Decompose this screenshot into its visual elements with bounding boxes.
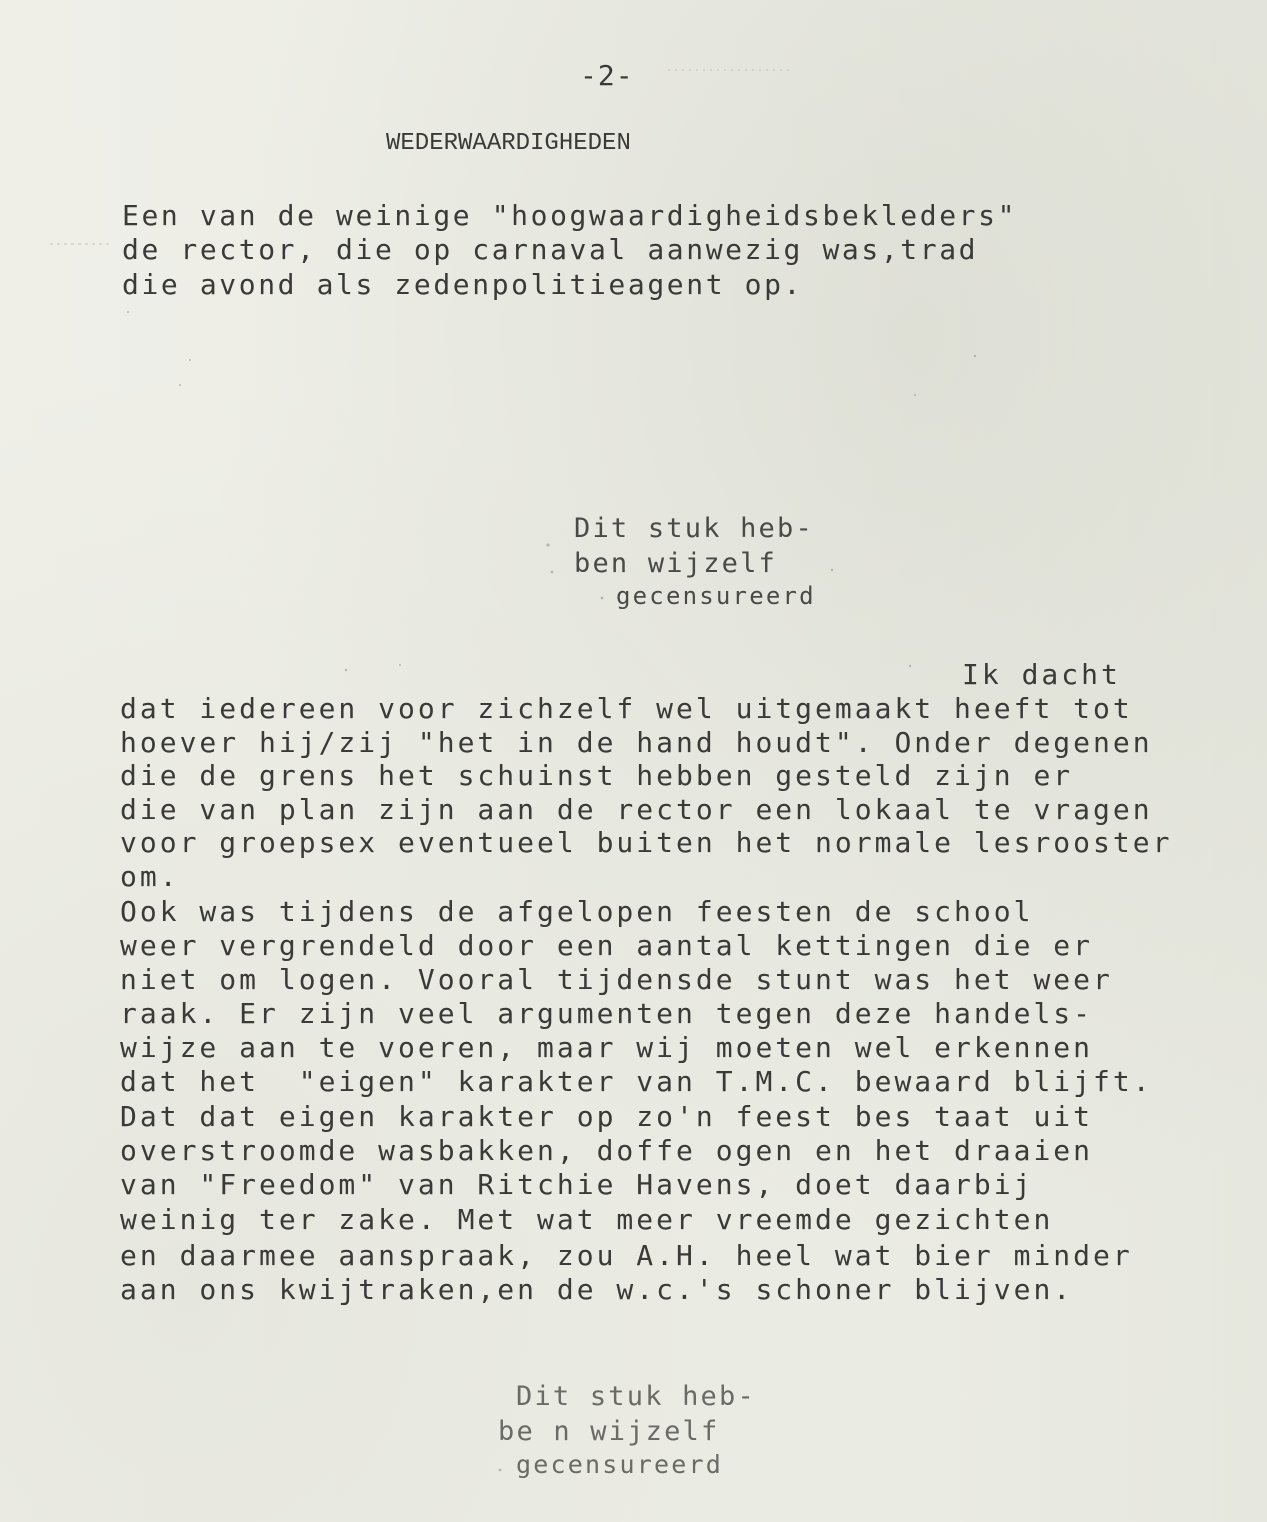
censor-stamp-line: be n wijzelf [498, 1416, 720, 1447]
censor-stamp-line: Dit stuk heb- [516, 1381, 756, 1412]
page-number: -2- [580, 59, 634, 92]
body-line: overstroomde wasbakken, doffe ogen en het draaien [120, 1134, 1094, 1167]
censor-stamp-line: gecensureerd [616, 582, 816, 610]
intro-line: Een van de weinige "hoogwaardigheidsbekleders" [122, 199, 1018, 232]
censor-stamp-line: ben wijzelf [574, 548, 778, 579]
body-line: wijze aan te voeren, maar wij moeten wel erkennen [120, 1031, 1094, 1064]
body-line: Ook was tijdens de afgelopen feesten de school [120, 895, 1034, 928]
intro-line: de rector, die op carnaval aanwezig was,trad [122, 233, 979, 266]
body-line: aan ons kwijtraken,en de w.c.'s schoner blijven. [120, 1273, 1074, 1306]
body-line: voor groepsex eventueel buiten het normale lesrooster [120, 826, 1173, 859]
body-line: Dat dat eigen karakter op zo'n feest bes taat uit [120, 1100, 1094, 1133]
body-line: die van plan zijn aan de rector een lokaal te vragen [120, 793, 1153, 826]
body-line: raak. Er zijn veel argumenten tegen deze handels- [120, 997, 1094, 1030]
censor-stamp-line: gecensureerd [516, 1450, 724, 1479]
body-line: Ik dacht [962, 658, 1121, 691]
body-line: van "Freedom" van Ritchie Havens, doet daarbij [120, 1168, 1034, 1201]
body-line: om. [120, 860, 180, 893]
body-line: hoever hij/zij "het in de hand houdt". Onder degenen [120, 726, 1153, 759]
body-line: die de grens het schuinst hebben gesteld zijn er [120, 759, 1074, 792]
body-line: dat iedereen voor zichzelf wel uitgemaakt heeft tot [120, 692, 1133, 725]
page-title: WEDERWAARDIGHEDEN [386, 130, 631, 157]
body-line: en daarmee aanspraak, zou A.H. heel wat bier minder [120, 1239, 1133, 1272]
body-line: dat het "eigen" karakter van T.M.C. bewaard blijft. [120, 1065, 1153, 1098]
censor-stamp-line: Dit stuk heb- [574, 513, 814, 544]
body-line: niet om logen. Vooral tijdensde stunt was het weer [120, 963, 1113, 996]
body-line: weer vergrendeld door een aantal kettingen die er [120, 929, 1094, 962]
body-line: weinig ter zake. Met wat meer vreemde gezichten [120, 1203, 1054, 1236]
intro-line: die avond als zedenpolitieagent op. [122, 268, 804, 301]
